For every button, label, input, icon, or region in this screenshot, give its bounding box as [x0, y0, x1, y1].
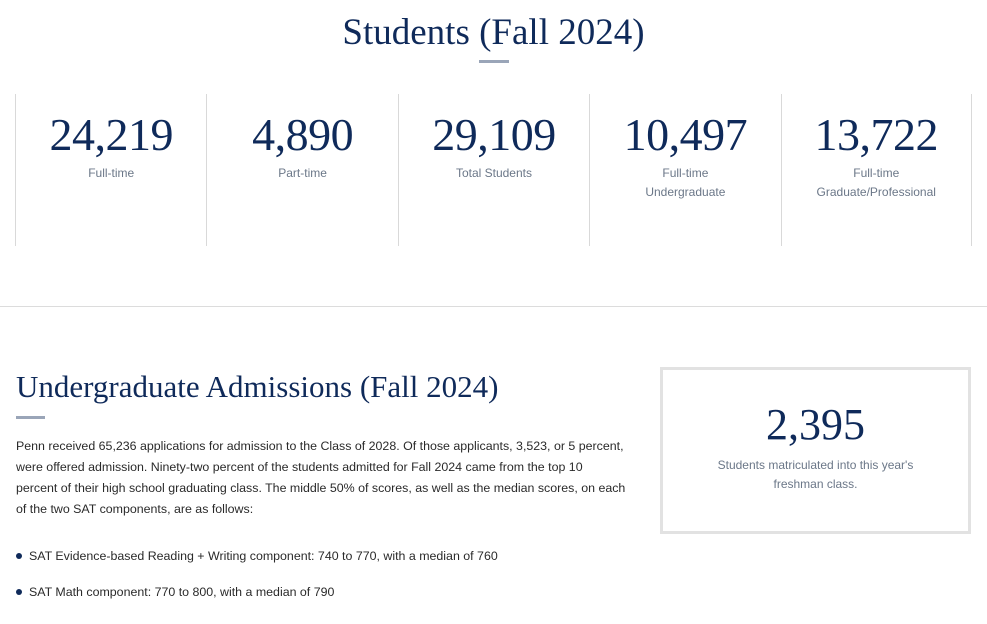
- stat-value: 29,109: [432, 109, 556, 160]
- stat-value: 24,219: [49, 109, 173, 160]
- stat-label: Part-time: [278, 166, 327, 180]
- stat-value: 13,722: [814, 109, 938, 160]
- stat-label: Full-time Graduate/Professional: [816, 166, 936, 199]
- admissions-paragraph: Penn received 65,236 applications for admission to the Class of 2028. Of those applicants, 3,523, or 5 percent, were offered admission. Ninety-two percent of the students admitted for Fall 2024 came from the top 10 percent of their high school graduating class. The middle 50% of scores, as well as the median scores, on each of the two SAT components, are as follows:: [16, 439, 626, 516]
- list-item: [16, 582, 636, 602]
- title-underline: [479, 60, 509, 63]
- bullet-icon: [16, 553, 22, 559]
- stat-full-time: [15, 94, 206, 246]
- stat-total-students: [398, 94, 589, 246]
- stat-value: 4,890: [252, 109, 354, 160]
- list-item: [16, 546, 636, 566]
- stat-part-time: [206, 94, 397, 246]
- stat-label: Total Students: [455, 166, 532, 180]
- matriculated-stat-card: [660, 367, 971, 534]
- list-item-text: SAT Evidence-based Reading + Writing component: 740 to 770, with a median of 760: [29, 549, 498, 563]
- bullet-icon: [16, 589, 22, 595]
- stat-label: Full-time Undergraduate: [645, 166, 726, 199]
- section-divider: [0, 306, 987, 307]
- list-item-text: SAT Math component: 770 to 800, with a median of 790: [29, 585, 335, 599]
- stat-full-time-undergraduate: [589, 94, 780, 246]
- stat-full-time-graduate-professional: [781, 94, 972, 246]
- student-stats-row: [15, 94, 972, 246]
- matriculated-label: Students matriculated into this year's freshman class.: [717, 458, 914, 491]
- stat-label: Full-time: [88, 166, 135, 180]
- matriculated-value: 2,395: [766, 400, 865, 449]
- sat-score-list: [16, 546, 636, 618]
- stat-value: 10,497: [623, 109, 748, 160]
- students-section-title: Students (Fall 2024): [342, 12, 645, 53]
- title-underline: [16, 416, 45, 419]
- admissions-section-title: Undergraduate Admissions (Fall 2024): [16, 369, 499, 404]
